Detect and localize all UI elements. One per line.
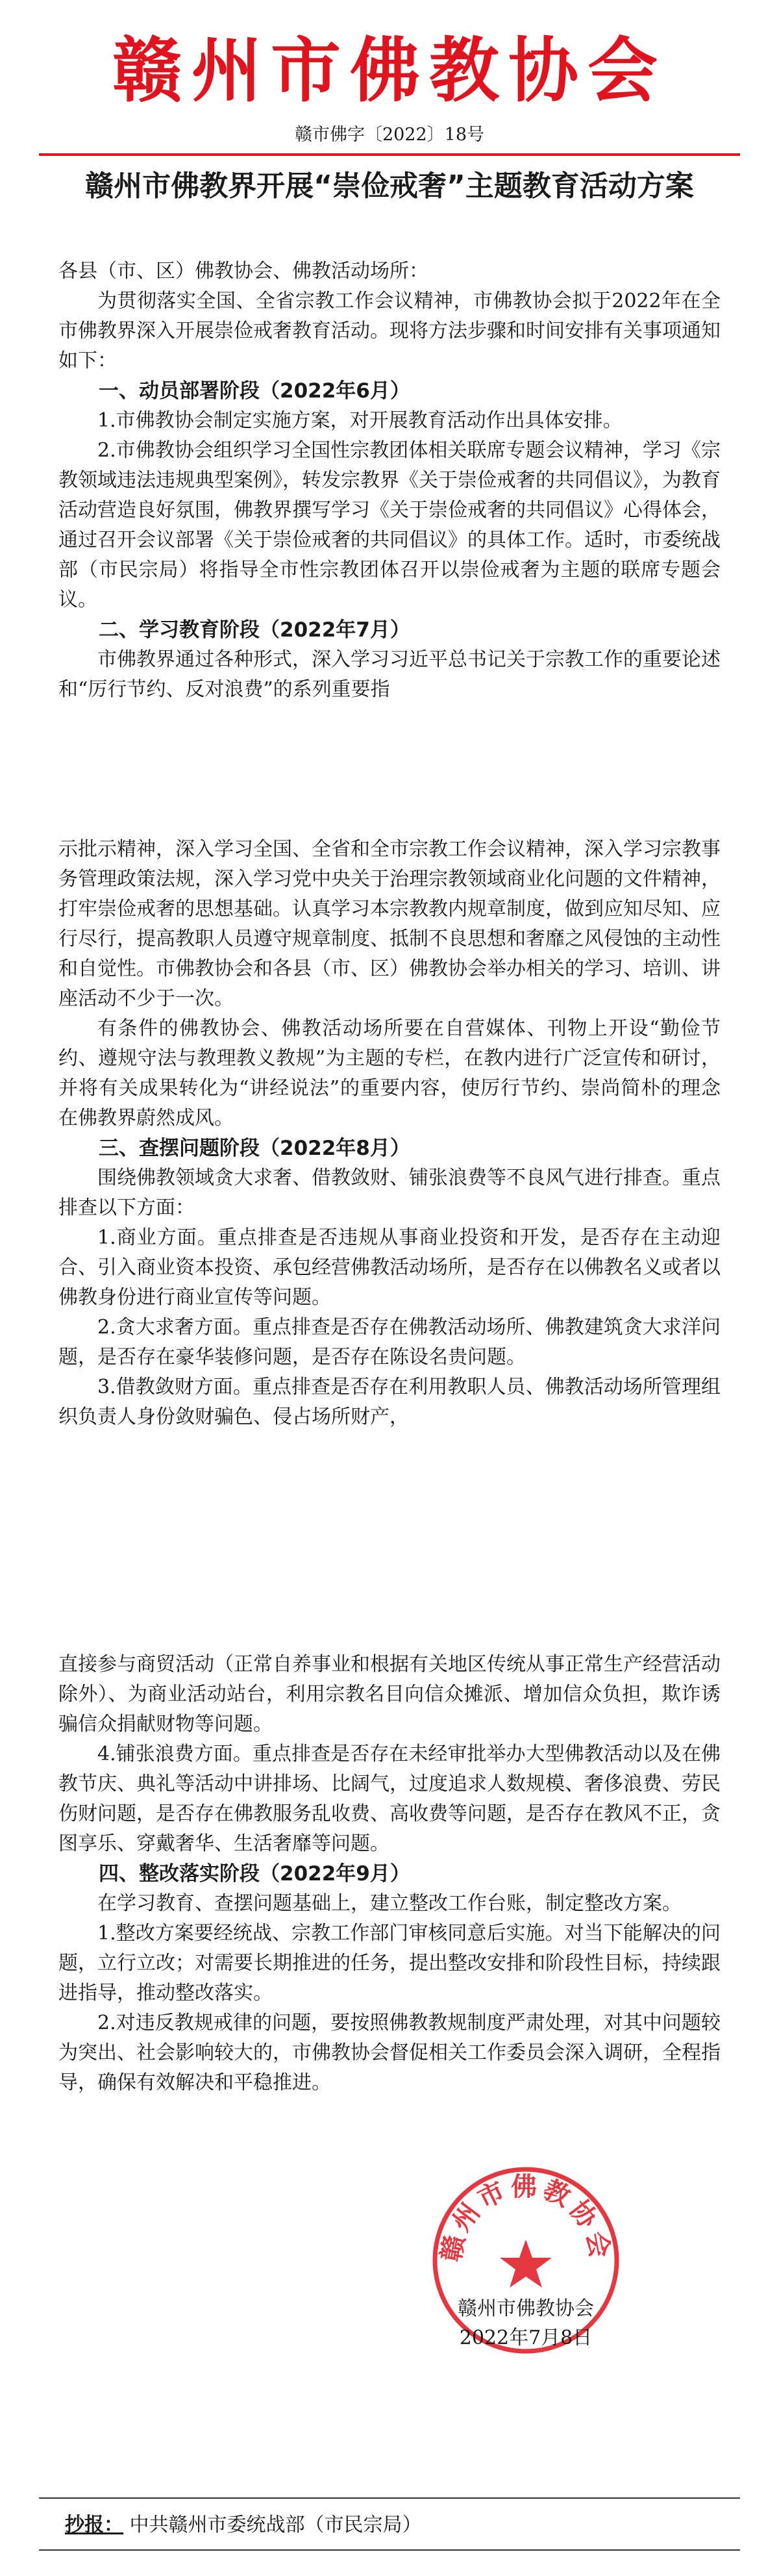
paragraph: 3.借教敛财方面。重点排查是否存在利用教职人员、佛教活动场所管理组织负责人身份敛财骗色、侵占场所财产， (58, 1376, 721, 1428)
content-block-3 (58, 1650, 721, 2098)
cc-label: 抄报： (65, 2514, 123, 2536)
paragraph-continued: 示批示精神，深入学习全国、全省和全市宗教工作会议精神，深入学习宗教事务管理政策法规，深入学习党中央关于治理宗教领域商业化问题的文件精神，打牢崇俭戒奢的思想基础。认真学习本宗教教内规章制度，做到应知尽知、应行尽行，提高教职人员遵守规章制度、抵制不良思想和奢靡之风侵蚀的主动性和自觉性。市佛教协会和各县（市、区）佛教协会举办相关的学习、培训、讲座活动不少于一次。 (58, 838, 721, 1010)
paragraph: 1.市佛教协会制定实施方案，对开展教育活动作出具体安排。 (97, 409, 623, 432)
org-title: 赣州市佛教协会 (112, 31, 667, 112)
paragraph: 1.商业方面。重点排查是否违规从事商业投资和开发，是否存在主动迎合、引入商业资本投资、承包经营佛教活动场所，是否存在以佛教名义或者以佛教身份进行商业宣传等问题。 (58, 1226, 721, 1309)
paragraph: 4.铺张浪费方面。重点排查是否存在未经审批举办大型佛教活动以及在佛教节庆、典礼等活动中讲排场、比阔气，过度追求人数规模、奢侈浪费、劳民伤财问题，是否存在佛教服务乱收费、高收费等问题，是否存在教风不正，贪图享乐、穿戴奢华、生活奢靡等问题。 (58, 1743, 721, 1855)
document-number: 赣市佛字〔2022〕18号 (294, 125, 485, 145)
paragraph: 有条件的佛教协会、佛教活动场所要在自营媒体、刊物上开设“勤俭节约、遵规守法与教理教义教规”为主题的专栏，在教内进行广泛宣传和研讨，并将有关成果转化为“讲经说法”的重要内容，使厉行节约、崇尚简朴的理念在佛教界蔚然成风。 (58, 1017, 721, 1130)
salutation: 各县（市、区）佛教协会、佛教活动场所： (58, 260, 428, 283)
content-block-2 (58, 835, 721, 1432)
seal-text: 赣州市佛教协会 (436, 2172, 615, 2264)
paragraph: 市佛教界通过各种形式，深入学习习近平总书记关于宗教工作的重要论述和“厉行节约、反对浪费”的系列重要指 (58, 648, 721, 701)
paragraph: 在学习教育、查摆问题基础上，建立整改工作台账，制定整改方案。 (97, 1892, 682, 1915)
paragraph-continued: 直接参与商贸活动（正常自养事业和根据有关地区传统从事正常生产经营活动除外）、为商业活动站台，利用宗教名目向信众摊派、增加信众负担，欺诈诱骗信众捐献财物等问题。 (58, 1653, 721, 1736)
intro-paragraph: 为贯彻落实全国、全省宗教工作会议精神，市佛教协会拟于2022年在全市佛教界深入开展崇俭戒奢教育活动。现将方法步骤和时间安排有关事项通知如下： (58, 290, 721, 372)
paragraph: 2.贪大求奢方面。重点排查是否存在佛教活动场所、佛教建筑贪大求洋问题，是否存在豪华装修问题，是否存在陈设名贵问题。 (58, 1316, 721, 1369)
document-title: 赣州市佛教界开展“崇俭戒奢”主题教育活动方案 (85, 170, 694, 203)
cc-value: 中共赣州市委统战部（市民宗局） (129, 2514, 422, 2536)
paragraph: 2.对违反教规戒律的问题，要按照佛教教规制度严肃处理，对其中问题较为突出、社会影响较大的，市佛教协会督促相关工作委员会深入调研，全程指导，确保有效解决和平稳推进。 (58, 2012, 721, 2094)
paragraph: 2.市佛教协会组织学习全国性宗教团体相关联席专题会议精神，学习《宗教领域违法违规典型案例》，转发宗教界《关于崇俭戒奢的共同倡议》，为教育活动营造良好氛围，佛教界撰写学习《关于崇俭戒奢的共同倡议》心得体会，通过召开会议部署《关于崇俭戒奢的共同倡议》的具体工作。适时，市委统战部（市民宗局）将指导全市性宗教团体召开以崇俭戒奢为主题的联席专题会议。 (58, 439, 721, 611)
section-heading-1: 一、动员部署阶段（2022年6月） (99, 379, 410, 403)
section-heading-3: 三、查摆问题阶段（2022年8月） (99, 1137, 410, 1160)
paragraph: 围绕佛教领域贪大求奢、借教敛财、铺张浪费等不良风气进行排查。重点排查以下方面： (58, 1167, 721, 1219)
section-heading-4: 四、整改落实阶段（2022年9月） (99, 1862, 410, 1886)
paragraph: 1.整改方案要经统战、宗教工作部门审核同意后实施。对当下能解决的问题，立行立改；对需要长期推进的任务，提出整改安排和阶段性目标，持续跟进指导，推动整改落实。 (58, 1922, 721, 2004)
cc-line (65, 2510, 714, 2540)
red-divider (39, 153, 740, 156)
signature-org: 赣州市佛教协会 (458, 2297, 594, 2320)
content-block-1 (58, 257, 721, 705)
footer-divider-top (39, 2497, 740, 2499)
section-heading-2: 二、学习教育阶段（2022年7月） (99, 618, 410, 642)
footer-divider-bottom (39, 2549, 740, 2551)
signature-date: 2022年7月8日 (459, 2327, 593, 2349)
